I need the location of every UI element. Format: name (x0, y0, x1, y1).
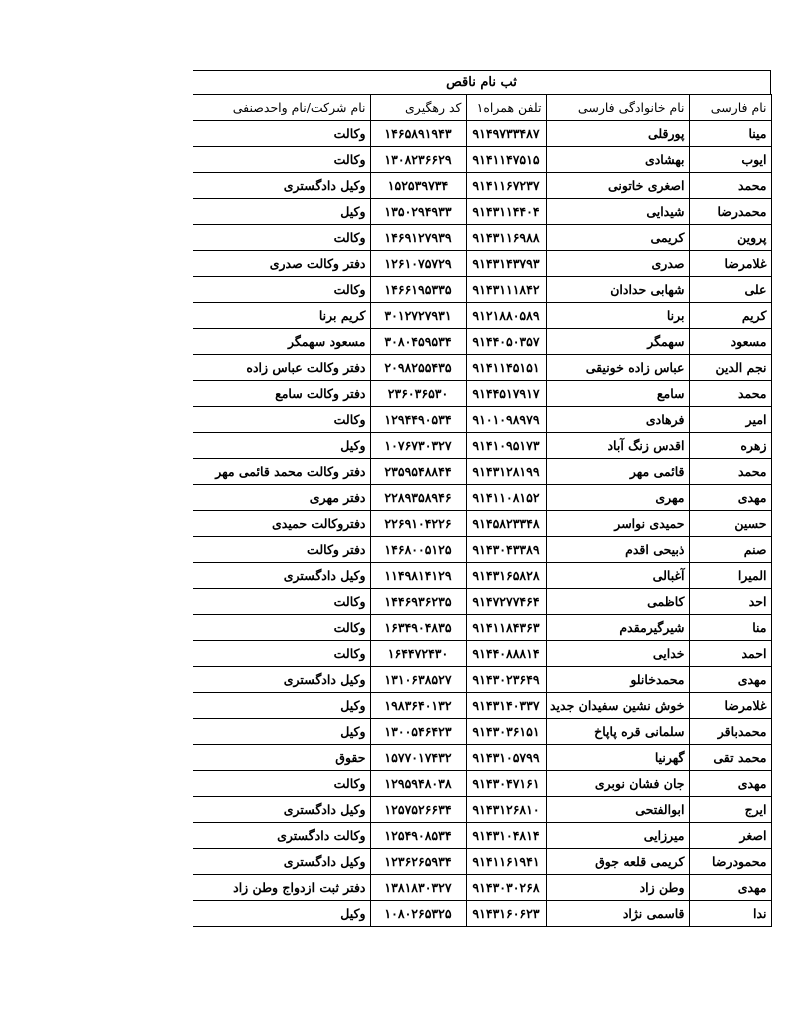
cell-mobile: ۹۱۴۵۸۲۳۳۴۸ (466, 511, 546, 537)
cell-company: دفتر مهری (193, 485, 370, 511)
cell-first-name: مهدی (689, 667, 771, 693)
cell-mobile: ۹۱۴۳۱۰۴۸۱۴ (466, 823, 546, 849)
cell-first-name: منا (689, 615, 771, 641)
table-row (193, 589, 771, 615)
table-row (193, 277, 771, 303)
cell-mobile: ۹۱۴۴۰۸۸۸۱۴ (466, 641, 546, 667)
cell-tracking-code: ۱۳۰۰۵۴۶۴۲۳ (370, 719, 466, 745)
cell-first-name: کریم (689, 303, 771, 329)
cell-tracking-code: ۱۴۴۶۹۳۶۲۳۵ (370, 589, 466, 615)
cell-last-name: حمیدی نواسر (546, 511, 689, 537)
cell-first-name: احد (689, 589, 771, 615)
cell-tracking-code: ۱۴۶۵۸۹۱۹۴۳ (370, 121, 466, 147)
cell-first-name: صنم (689, 537, 771, 563)
cell-last-name: کاظمی (546, 589, 689, 615)
table-row (193, 537, 771, 563)
cell-tracking-code: ۳۰۱۲۷۲۷۹۳۱ (370, 303, 466, 329)
table-row (193, 667, 771, 693)
table-row (193, 797, 771, 823)
cell-company: دفتر وکالت سامع (193, 381, 370, 407)
cell-first-name: المیرا (689, 563, 771, 589)
data-table (193, 94, 772, 927)
cell-last-name: شیدایی (546, 199, 689, 225)
cell-last-name: شیرگیرمقدم (546, 615, 689, 641)
cell-mobile: ۹۱۴۳۱۱۴۴۰۴ (466, 199, 546, 225)
table-row (193, 693, 771, 719)
cell-last-name: بهشادی (546, 147, 689, 173)
cell-company: وکیل دادگستری (193, 667, 370, 693)
table-row (193, 199, 771, 225)
cell-tracking-code: ۲۲۸۹۳۵۸۹۴۶ (370, 485, 466, 511)
cell-company: وکیل دادگستری (193, 563, 370, 589)
cell-first-name: محمد (689, 381, 771, 407)
cell-company: وکیل (193, 433, 370, 459)
cell-tracking-code: ۱۱۴۹۸۱۴۱۲۹ (370, 563, 466, 589)
cell-last-name: ابوالفتحی (546, 797, 689, 823)
cell-last-name: فرهادی (546, 407, 689, 433)
cell-first-name: مهدی (689, 875, 771, 901)
cell-mobile: ۹۱۴۳۰۳۶۱۵۱ (466, 719, 546, 745)
cell-tracking-code: ۱۴۶۶۱۹۵۳۳۵ (370, 277, 466, 303)
spreadsheet (193, 70, 771, 927)
table-row (193, 563, 771, 589)
cell-last-name: قائمی مهر (546, 459, 689, 485)
cell-first-name: مهدی (689, 485, 771, 511)
cell-mobile: ۹۱۴۳۰۳۰۲۶۸ (466, 875, 546, 901)
cell-mobile: ۹۱۴۳۱۴۳۷۹۳ (466, 251, 546, 277)
cell-mobile: ۹۱۴۳۱۴۰۳۳۷ (466, 693, 546, 719)
cell-company: حقوق (193, 745, 370, 771)
cell-company: وکالت (193, 147, 370, 173)
table-row (193, 511, 771, 537)
cell-last-name: خوش نشین سفیدان جدید (546, 693, 689, 719)
cell-first-name: نجم الدین (689, 355, 771, 381)
cell-tracking-code: ۲۳۵۹۵۴۸۸۴۴ (370, 459, 466, 485)
cell-mobile: ۹۱۴۴۰۵۰۳۵۷ (466, 329, 546, 355)
table-row (193, 381, 771, 407)
cell-last-name: سهمگر (546, 329, 689, 355)
table-row (193, 121, 771, 147)
cell-first-name: حسین (689, 511, 771, 537)
table-row (193, 901, 771, 927)
table-row (193, 875, 771, 901)
cell-tracking-code: ۱۰۷۶۷۳۰۳۲۷ (370, 433, 466, 459)
cell-tracking-code: ۲۳۶۰۳۶۵۳۰ (370, 381, 466, 407)
cell-company: وکیل دادگستری (193, 173, 370, 199)
cell-last-name: مهری (546, 485, 689, 511)
header-row (193, 95, 771, 121)
cell-company: وکیل دادگستری (193, 797, 370, 823)
cell-company: وکالت (193, 589, 370, 615)
cell-last-name: محمدخانلو (546, 667, 689, 693)
cell-last-name: پورقلی (546, 121, 689, 147)
cell-first-name: محمودرضا (689, 849, 771, 875)
cell-last-name: قاسمی نژاد (546, 901, 689, 927)
cell-first-name: ایرج (689, 797, 771, 823)
cell-tracking-code: ۱۲۵۷۵۲۶۶۳۴ (370, 797, 466, 823)
cell-first-name: محمد (689, 173, 771, 199)
cell-last-name: ذبیحی اقدم (546, 537, 689, 563)
cell-last-name: جان فشان نوبری (546, 771, 689, 797)
cell-tracking-code: ۲۰۹۸۲۵۵۴۳۵ (370, 355, 466, 381)
cell-mobile: ۹۱۴۱۱۶۷۲۳۷ (466, 173, 546, 199)
cell-last-name: برنا (546, 303, 689, 329)
cell-last-name: سامع (546, 381, 689, 407)
table-row (193, 147, 771, 173)
col-header-tracking-code: کد رهگیری (370, 95, 466, 121)
cell-first-name: امیر (689, 407, 771, 433)
cell-tracking-code: ۱۳۰۸۲۳۶۶۲۹ (370, 147, 466, 173)
cell-first-name: پروین (689, 225, 771, 251)
cell-company: دفتر ثبت ازدواج وطن زاد (193, 875, 370, 901)
cell-first-name: محمدرضا (689, 199, 771, 225)
cell-tracking-code: ۱۶۳۴۹۰۴۸۳۵ (370, 615, 466, 641)
cell-tracking-code: ۱۵۲۵۳۹۷۳۴ (370, 173, 466, 199)
table-row (193, 745, 771, 771)
cell-company: وکالت (193, 121, 370, 147)
table-row (193, 719, 771, 745)
cell-mobile: ۹۱۴۳۱۱۶۹۸۸ (466, 225, 546, 251)
cell-first-name: زهره (689, 433, 771, 459)
cell-last-name: وطن زاد (546, 875, 689, 901)
cell-first-name: غلامرضا (689, 251, 771, 277)
cell-last-name: صدری (546, 251, 689, 277)
cell-tracking-code: ۱۴۶۸۰۰۵۱۲۵ (370, 537, 466, 563)
cell-company: وکالت (193, 771, 370, 797)
cell-mobile: ۹۱۰۱۰۹۸۹۷۹ (466, 407, 546, 433)
table-row (193, 641, 771, 667)
cell-company: دفتر وکالت عباس زاده (193, 355, 370, 381)
col-header-mobile: تلفن همراه۱ (466, 95, 546, 121)
col-header-last-name: نام خانوادگی فارسی (546, 95, 689, 121)
cell-tracking-code: ۲۲۶۹۱۰۴۲۲۶ (370, 511, 466, 537)
cell-last-name: میرزایی (546, 823, 689, 849)
cell-company: وکیل (193, 199, 370, 225)
cell-company: مسعود سهمگر (193, 329, 370, 355)
cell-tracking-code: ۱۲۵۴۹۰۸۵۳۴ (370, 823, 466, 849)
col-header-first-name: نام فارسی (689, 95, 771, 121)
cell-last-name: سلمانی قره پاپاخ (546, 719, 689, 745)
cell-mobile: ۹۱۴۱۱۸۴۳۶۳ (466, 615, 546, 641)
cell-mobile: ۹۱۴۳۰۲۳۶۴۹ (466, 667, 546, 693)
cell-first-name: محمد تقی (689, 745, 771, 771)
cell-first-name: مهدی (689, 771, 771, 797)
cell-tracking-code: ۱۲۹۴۴۹۰۵۳۴ (370, 407, 466, 433)
cell-company: وکالت دادگستری (193, 823, 370, 849)
cell-mobile: ۹۱۴۳۱۶۰۶۲۳ (466, 901, 546, 927)
cell-last-name: کریمی قلعه جوق (546, 849, 689, 875)
table-row (193, 225, 771, 251)
cell-company: کریم برنا (193, 303, 370, 329)
cell-mobile: ۹۱۴۴۵۱۷۹۱۷ (466, 381, 546, 407)
table-row (193, 329, 771, 355)
cell-first-name: علی (689, 277, 771, 303)
cell-mobile: ۹۱۴۹۷۳۳۴۸۷ (466, 121, 546, 147)
cell-tracking-code: ۱۲۶۱۰۷۵۷۲۹ (370, 251, 466, 277)
table-row (193, 407, 771, 433)
cell-mobile: ۹۱۴۳۰۴۷۱۶۱ (466, 771, 546, 797)
table-row (193, 771, 771, 797)
table-row (193, 823, 771, 849)
cell-mobile: ۹۱۴۳۱۱۱۸۴۲ (466, 277, 546, 303)
cell-tracking-code: ۱۲۳۶۲۶۵۹۳۴ (370, 849, 466, 875)
cell-company: دفتر وکالت محمد قائمی مهر (193, 459, 370, 485)
cell-mobile: ۹۱۴۱۰۹۵۱۷۳ (466, 433, 546, 459)
cell-tracking-code: ۱۳۵۰۲۹۴۹۳۳ (370, 199, 466, 225)
cell-last-name: گهرنیا (546, 745, 689, 771)
cell-tracking-code: ۱۲۹۵۹۴۸۰۳۸ (370, 771, 466, 797)
cell-tracking-code: ۱۳۸۱۸۳۰۳۲۷ (370, 875, 466, 901)
cell-mobile: ۹۱۴۱۱۴۷۵۱۵ (466, 147, 546, 173)
cell-company: وکیل (193, 901, 370, 927)
cell-mobile: ۹۱۴۱۱۰۸۱۵۲ (466, 485, 546, 511)
table-row (193, 849, 771, 875)
cell-last-name: اصغری خاتونی (546, 173, 689, 199)
cell-last-name: شهابی حدادان (546, 277, 689, 303)
table-row (193, 303, 771, 329)
cell-tracking-code: ۱۵۷۷۰۱۷۴۳۲ (370, 745, 466, 771)
cell-first-name: احمد (689, 641, 771, 667)
cell-first-name: محمد (689, 459, 771, 485)
cell-first-name: محمدباقر (689, 719, 771, 745)
cell-mobile: ۹۱۴۱۱۶۱۹۴۱ (466, 849, 546, 875)
cell-company: وکالت (193, 407, 370, 433)
cell-tracking-code: ۱۰۸۰۲۶۵۳۲۵ (370, 901, 466, 927)
cell-last-name: آغبالی (546, 563, 689, 589)
cell-last-name: اقدس زنگ آباد (546, 433, 689, 459)
table-row (193, 433, 771, 459)
cell-mobile: ۹۱۴۳۱۰۵۷۹۹ (466, 745, 546, 771)
cell-last-name: خدایی (546, 641, 689, 667)
cell-tracking-code: ۱۳۱۰۶۳۸۵۲۷ (370, 667, 466, 693)
cell-company: دفتر وکالت صدری (193, 251, 370, 277)
cell-first-name: اصغر (689, 823, 771, 849)
cell-first-name: مینا (689, 121, 771, 147)
cell-company: وکالت (193, 641, 370, 667)
cell-first-name: ندا (689, 901, 771, 927)
cell-company: وکیل (193, 693, 370, 719)
table-body (193, 121, 771, 927)
cell-company: وکیل دادگستری (193, 849, 370, 875)
cell-mobile: ۹۱۴۷۲۷۷۴۶۴ (466, 589, 546, 615)
cell-first-name: غلامرضا (689, 693, 771, 719)
cell-first-name: مسعود (689, 329, 771, 355)
cell-last-name: عباس زاده خونیقی (546, 355, 689, 381)
table-row (193, 173, 771, 199)
col-header-company: نام شرکت/نام واحدصنفی (193, 95, 370, 121)
cell-tracking-code: ۱۶۴۴۷۲۴۳۰ (370, 641, 466, 667)
cell-tracking-code: ۳۰۸۰۴۵۹۵۳۴ (370, 329, 466, 355)
cell-company: وکیل (193, 719, 370, 745)
cell-company: دفتر وکالت (193, 537, 370, 563)
cell-mobile: ۹۱۴۳۱۲۸۱۹۹ (466, 459, 546, 485)
cell-company: وکالت (193, 277, 370, 303)
cell-tracking-code: ۱۹۸۳۶۴۰۱۳۲ (370, 693, 466, 719)
cell-company: وکالت (193, 615, 370, 641)
table-row (193, 615, 771, 641)
table-row (193, 355, 771, 381)
table-row (193, 459, 771, 485)
cell-mobile: ۹۱۲۱۸۸۰۵۸۹ (466, 303, 546, 329)
cell-first-name: ایوب (689, 147, 771, 173)
cell-mobile: ۹۱۴۳۰۴۳۳۸۹ (466, 537, 546, 563)
cell-mobile: ۹۱۴۳۱۶۵۸۲۸ (466, 563, 546, 589)
table-row (193, 251, 771, 277)
cell-tracking-code: ۱۴۶۹۱۲۷۹۳۹ (370, 225, 466, 251)
cell-mobile: ۹۱۴۳۱۲۶۸۱۰ (466, 797, 546, 823)
cell-last-name: کریمی (546, 225, 689, 251)
sheet-title: ثب نام ناقص (193, 70, 771, 94)
cell-company: وکالت (193, 225, 370, 251)
table-row (193, 485, 771, 511)
cell-company: دفتروکالت حمیدی (193, 511, 370, 537)
cell-mobile: ۹۱۴۱۱۴۵۱۵۱ (466, 355, 546, 381)
